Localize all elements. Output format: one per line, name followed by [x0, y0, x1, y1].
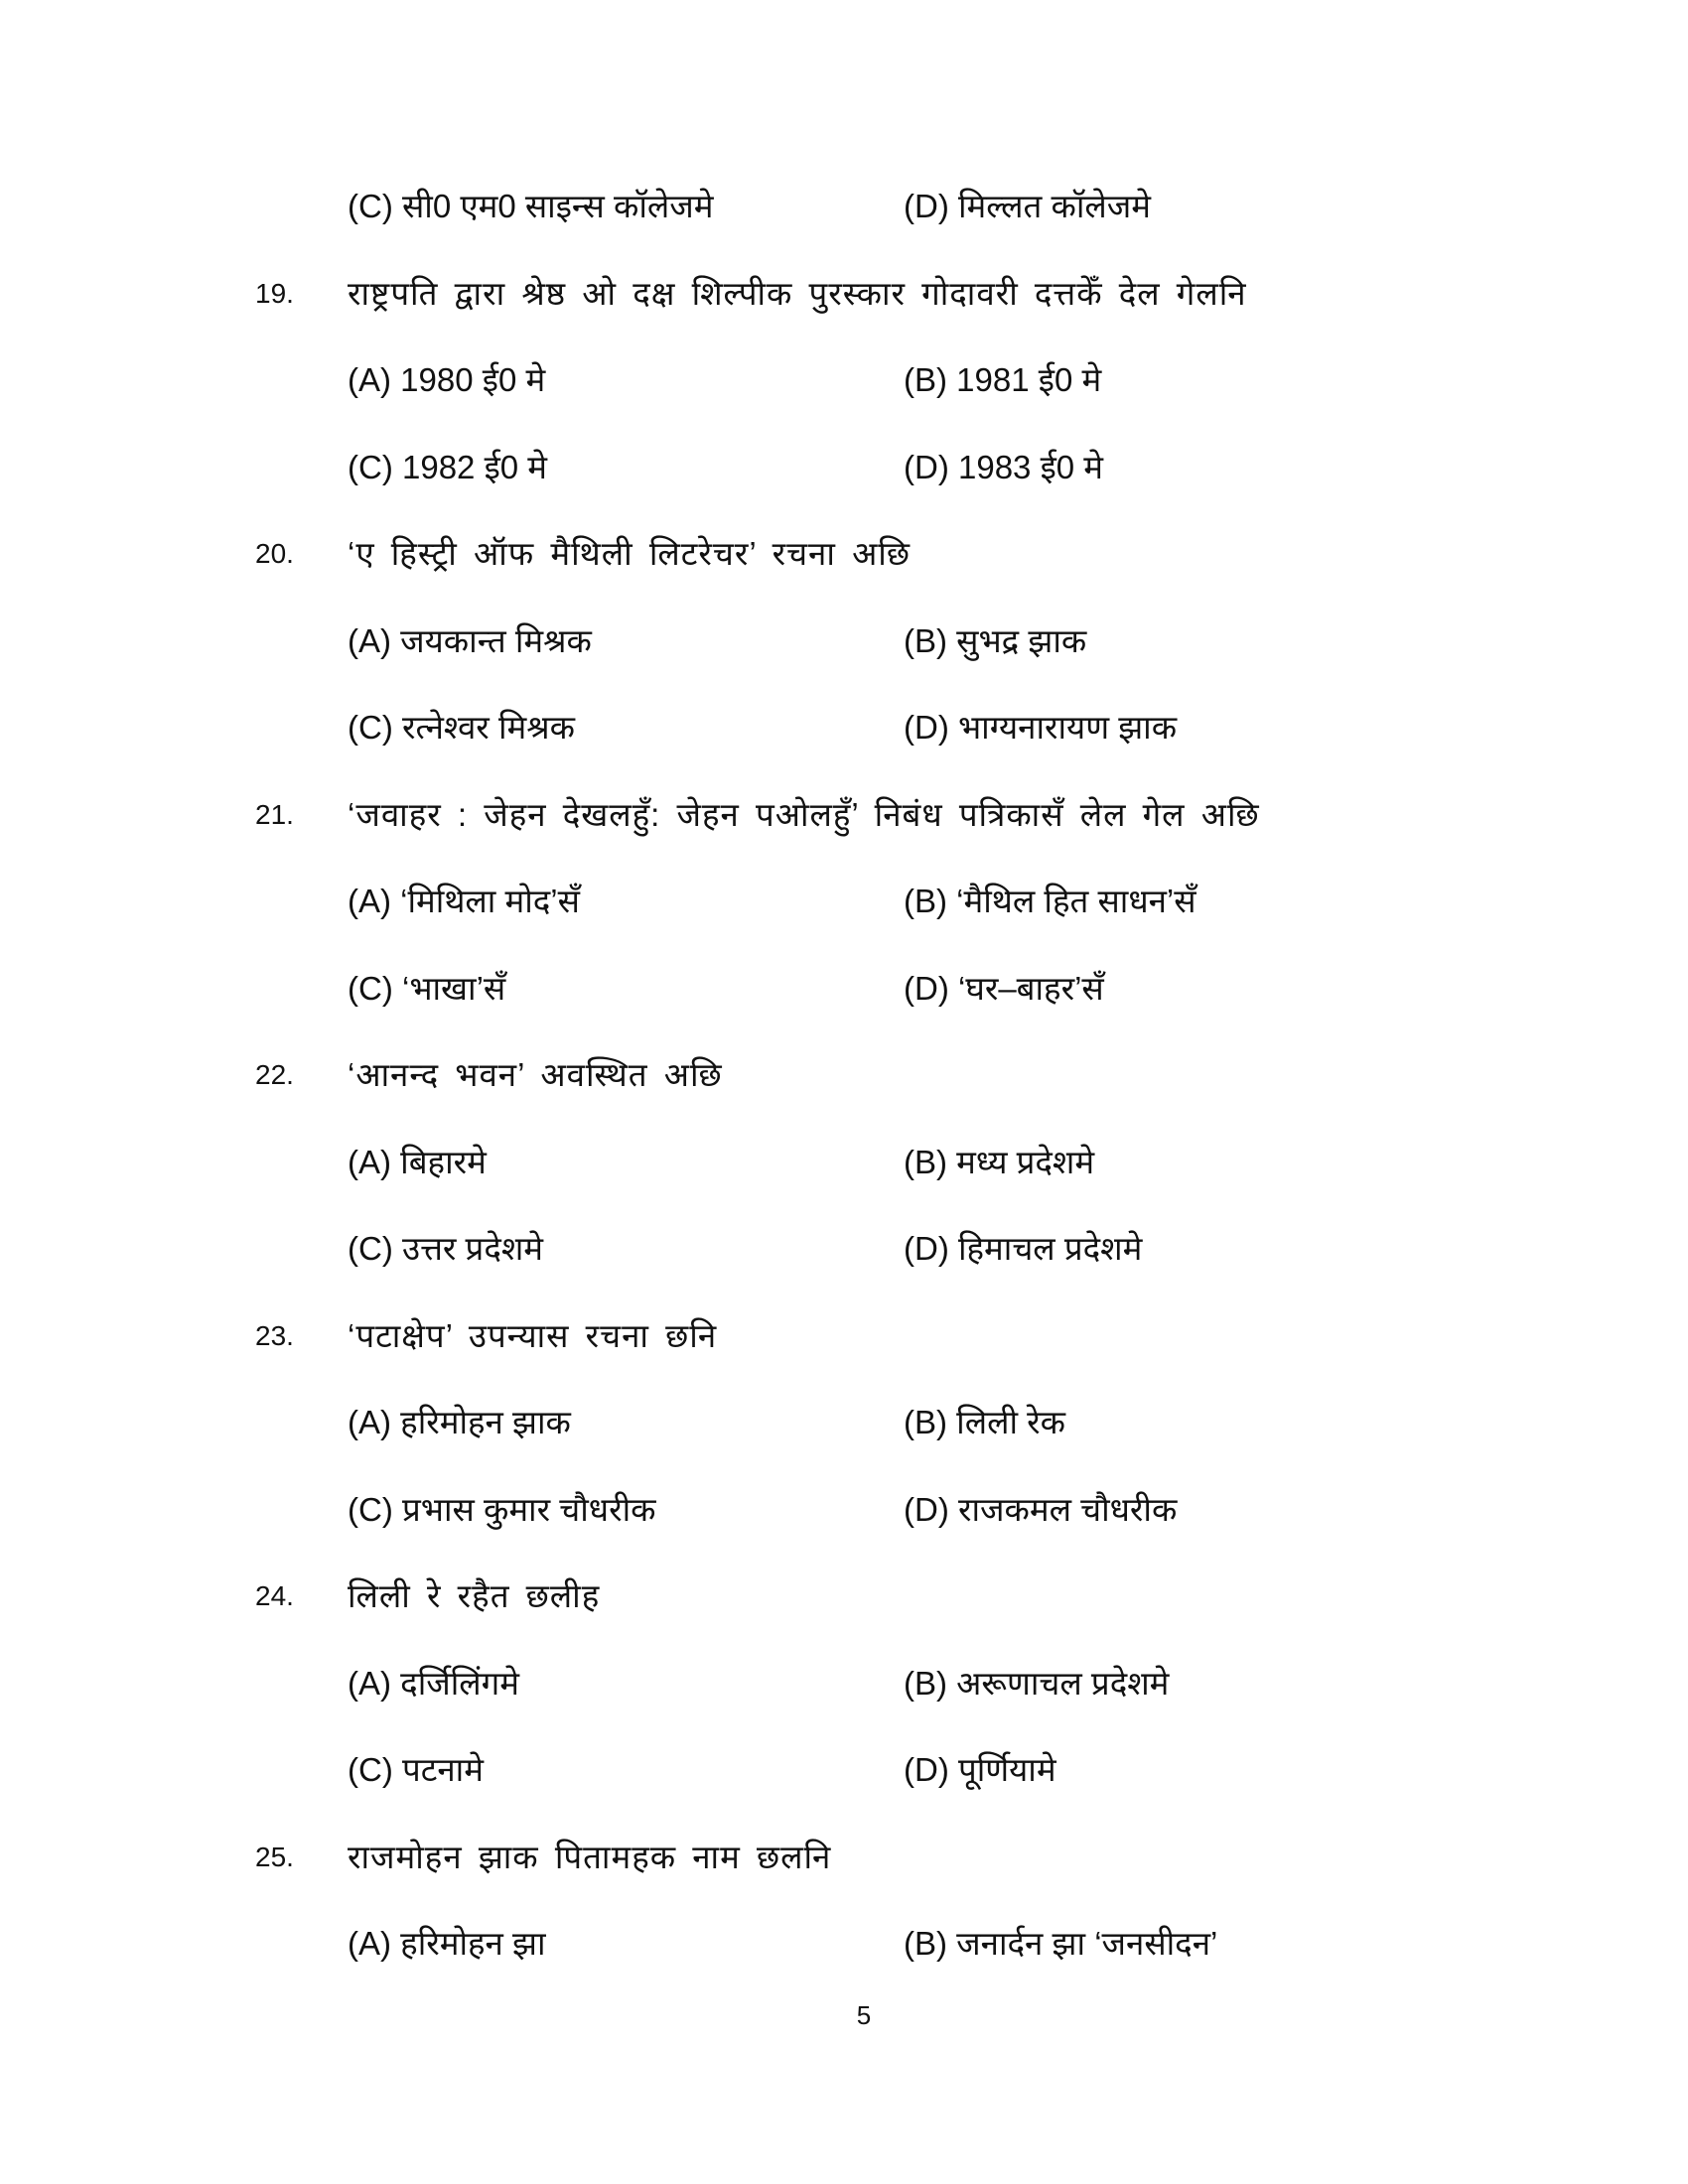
option-row: [0, 1393, 1688, 1452]
answer-option: [348, 1393, 571, 1452]
question-text: लिली रे रहैत छलीह: [348, 1577, 601, 1614]
option-label: (D): [904, 1230, 949, 1267]
option-label: (D): [904, 1751, 949, 1788]
option-row: [0, 1740, 1688, 1800]
answer-option: [904, 959, 1104, 1019]
option-label: (B): [904, 1404, 947, 1440]
option-text: ‘मिथिला मोद’सँ: [400, 883, 580, 919]
option-label: (C): [348, 188, 393, 224]
answer-option: [904, 1480, 1177, 1540]
question-text: ‘पटाक्षेप’ उपन्यास रचना छनि: [348, 1316, 718, 1354]
option-label: (C): [348, 1230, 393, 1267]
question-number: 19.: [255, 277, 294, 309]
option-label: (B): [904, 621, 947, 659]
option-text: सुभद्र झाक: [956, 621, 1087, 659]
option-label: (B): [904, 1925, 947, 1962]
option-text: मध्य प्रदेशमे: [956, 1143, 1095, 1180]
answer-option: [904, 1740, 1056, 1800]
option-label: (C): [348, 709, 393, 746]
answer-option: [904, 438, 1103, 497]
option-text: हिमाचल प्रदेशमे: [957, 1230, 1143, 1267]
answer-option: [348, 1480, 655, 1540]
question-row: [0, 785, 1688, 845]
question-number: 23.: [255, 1319, 294, 1351]
answer-option: [348, 698, 575, 757]
option-label: (D): [904, 969, 949, 1007]
option-label: (D): [904, 709, 949, 746]
option-label: (B): [904, 1664, 947, 1702]
option-label: (B): [904, 361, 947, 398]
question-row: [0, 1045, 1688, 1105]
answer-option: [904, 177, 1151, 236]
option-text: जयकान्त मिश्रक: [400, 621, 592, 659]
question-text: ‘आनन्द भवन’ अवस्थित अछि: [348, 1056, 723, 1093]
option-row: [0, 959, 1688, 1019]
option-text: उत्तर प्रदेशमे: [401, 1230, 544, 1267]
option-label: (A): [348, 883, 391, 919]
option-label: (D): [904, 1490, 949, 1528]
answer-option: [348, 612, 592, 671]
option-row: [0, 177, 1688, 236]
answer-option: [904, 350, 1101, 410]
answer-option: [904, 1393, 1065, 1452]
answer-option: [348, 872, 580, 931]
option-text: मिल्लत कॉलेजमे: [957, 188, 1151, 224]
question-number: 21.: [255, 798, 294, 830]
answer-option: [348, 959, 505, 1019]
answer-option: [348, 350, 545, 410]
option-label: (C): [348, 1490, 393, 1528]
option-text: लिली रेक: [956, 1404, 1066, 1440]
answer-option: [904, 612, 1086, 671]
option-row: [0, 1480, 1688, 1540]
option-text: ‘भाखा’सँ: [401, 969, 506, 1007]
question-row: [0, 524, 1688, 584]
option-row: [0, 438, 1688, 497]
option-row: [0, 1219, 1688, 1279]
answer-option: [348, 1914, 546, 1974]
question-text: ‘ए हिस्ट्री ऑफ मैथिली लिटरेचर’ रचना अछि: [348, 535, 911, 572]
question-row: [0, 1567, 1688, 1626]
answer-option: [348, 1740, 484, 1800]
option-text: सी0 एम0 साइन्स कॉलेजमे: [401, 188, 714, 224]
option-text: जनार्दन झा ‘जनसीदन’: [956, 1925, 1218, 1962]
option-label: (A): [348, 361, 391, 398]
option-row: [0, 1654, 1688, 1713]
option-label: (D): [904, 448, 949, 485]
option-text: प्रभास कुमार चौधरीक: [401, 1490, 656, 1528]
option-row: [0, 698, 1688, 757]
option-text: ‘मैथिल हित साधन’सँ: [956, 883, 1196, 919]
option-label: (A): [348, 1664, 391, 1702]
option-row: [0, 872, 1688, 931]
option-text: 1980 ई0 मे: [400, 361, 546, 398]
option-text: ‘घर–बाहर’सँ: [957, 969, 1104, 1007]
option-text: हरिमोहन झा: [400, 1925, 546, 1962]
answer-option: [348, 177, 714, 236]
option-row: [0, 1133, 1688, 1192]
option-label: (A): [348, 1404, 391, 1440]
question-row: [0, 1828, 1688, 1887]
option-label: (C): [348, 969, 393, 1007]
page-number: 5: [856, 2000, 872, 2030]
option-text: रत्नेश्वर मिश्रक: [401, 709, 575, 746]
option-label: (A): [348, 621, 391, 659]
option-text: अरूणाचल प्रदेशमे: [956, 1664, 1170, 1702]
question-text: राष्ट्रपति द्वारा श्रेष्ठ ओ दक्ष शिल्पीक पुरस्कार गोदावरी दत्तकेँ देल गेलनि: [348, 274, 1247, 312]
question-number: 24.: [255, 1580, 294, 1611]
question-number: 25.: [255, 1841, 294, 1872]
option-text: भाग्यनारायण झाक: [957, 709, 1178, 746]
question-text: राजमोहन झाक पितामहक नाम छलनि: [348, 1838, 832, 1875]
option-text: बिहारमे: [400, 1143, 487, 1180]
option-label: (D): [904, 188, 949, 224]
option-text: 1983 ई0 मे: [957, 448, 1104, 485]
question-row: [0, 1306, 1688, 1366]
answer-option: [904, 1914, 1217, 1974]
option-text: 1982 ई0 मे: [401, 448, 548, 485]
option-label: (B): [904, 883, 947, 919]
option-text: दर्जिलिंगमे: [400, 1664, 519, 1702]
answer-option: [904, 698, 1177, 757]
answer-option: [904, 1133, 1094, 1192]
answer-option: [348, 438, 547, 497]
question-text: ‘जवाहर : जेहन देखलहुँ: जेहन पओलहुँ’ निबंध पत्रिकासँ लेल गेल अछि: [348, 795, 1260, 833]
answer-option: [348, 1654, 519, 1713]
answer-option: [904, 872, 1196, 931]
option-label: (A): [348, 1925, 391, 1962]
answer-option: [904, 1654, 1169, 1713]
answer-option: [348, 1133, 487, 1192]
option-label: (C): [348, 448, 393, 485]
option-text: राजकमल चौधरीक: [957, 1490, 1178, 1528]
option-label: (A): [348, 1143, 391, 1180]
option-row: [0, 1914, 1688, 1974]
option-text: पटनामे: [401, 1751, 484, 1788]
option-row: [0, 612, 1688, 671]
answer-option: [904, 1219, 1142, 1279]
option-text: पूर्णियामे: [957, 1751, 1056, 1788]
option-text: 1981 ई0 मे: [956, 361, 1102, 398]
option-row: [0, 350, 1688, 410]
answer-option: [348, 1219, 543, 1279]
question-number: 22.: [255, 1059, 294, 1090]
option-text: हरिमोहन झाक: [400, 1404, 571, 1440]
option-label: (C): [348, 1751, 393, 1788]
question-row: [0, 264, 1688, 324]
question-number: 20.: [255, 538, 294, 569]
option-label: (B): [904, 1143, 947, 1180]
